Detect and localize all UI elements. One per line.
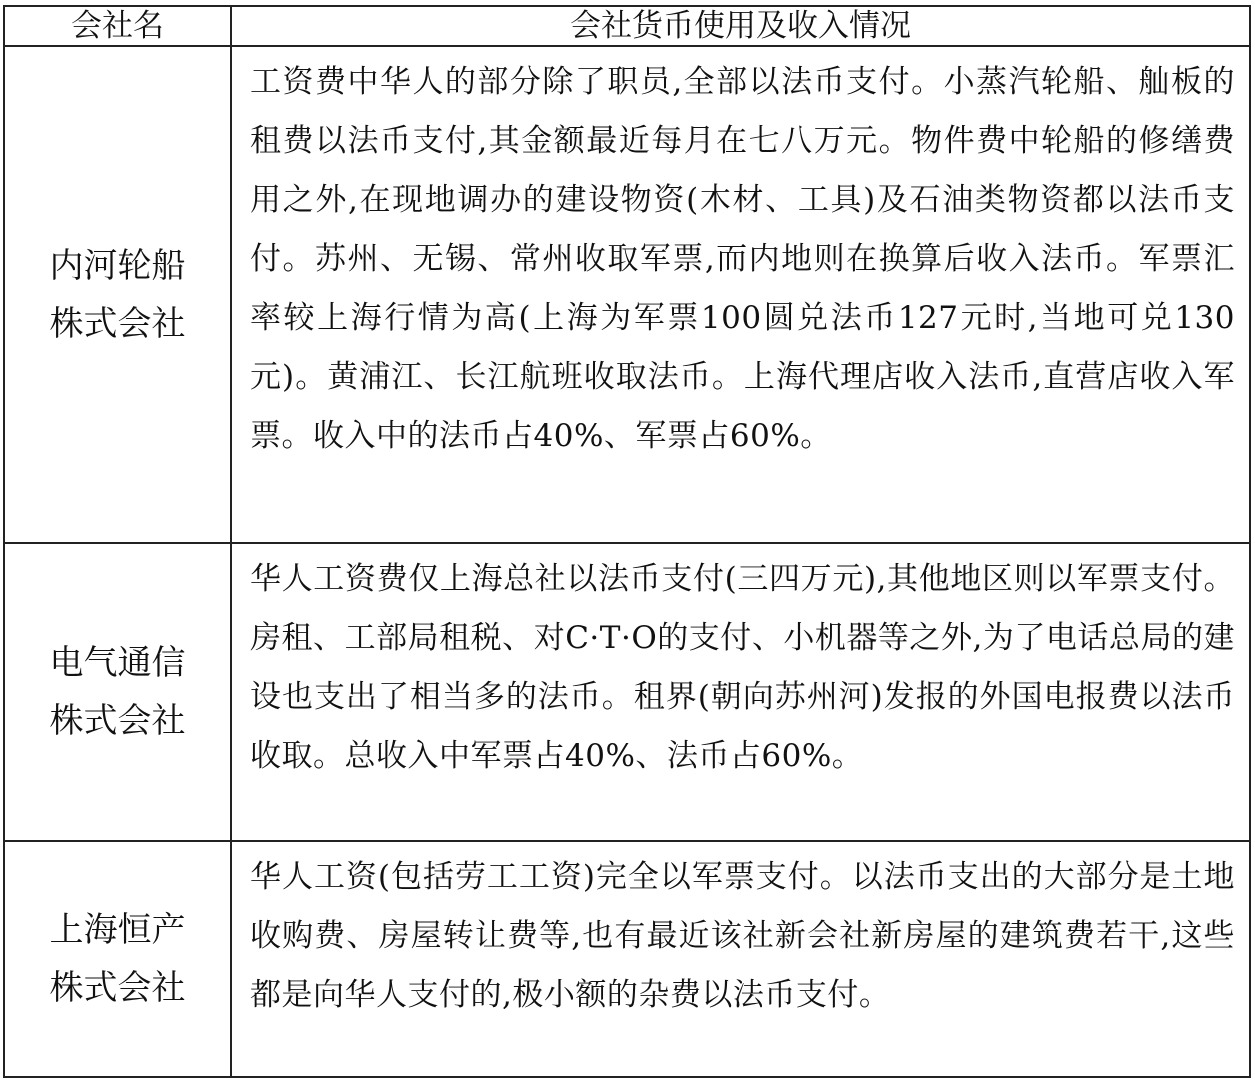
company-name-line: 上海恒产 xyxy=(49,910,186,950)
header-currency-usage: 会社货币使用及收入情况 xyxy=(231,6,1250,46)
currency-description-cell: 华人工资(包括劳工工资)完全以军票支付。以法币支出的大部分是土地收购费、房屋转让费等,也有最近该社新会社新房屋的建筑费若干,这些都是向华人支付的,极小额的杂费以法币支付。 xyxy=(231,841,1250,1077)
table-row xyxy=(4,543,1250,841)
table-row xyxy=(4,841,1250,1077)
currency-description-cell: 工资费中华人的部分除了职员,全部以法币支付。小蒸汽轮船、舢板的租费以法币支付,其金额最近每月在七八万元。物件费中轮船的修缮费用之外,在现地调办的建设物资(木材、工具)及石油类物资都以法币支付。苏州、无锡、常州收取军票,而内地则在换算后收入法币。军票汇率较上海行情为高(上海为军票100圆兑法币127元时,当地可兑130元)。黄浦江、长江航班收取法币。上海代理店收入法币,直营店收入军票。收入中的法币占40%、军票占60%。 xyxy=(231,46,1250,543)
currency-usage-table xyxy=(3,5,1251,1078)
header-company-name: 会社名 xyxy=(4,6,231,46)
company-name-line: 株式会社 xyxy=(49,968,186,1008)
company-name-line: 株式会社 xyxy=(49,701,186,741)
company-name-line: 内河轮船 xyxy=(49,245,186,286)
currency-description-cell: 华人工资费仅上海总社以法币支付(三四万元),其他地区则以军票支付。房租、工部局租税、对C·T·O的支付、小机器等之外,为了电话总局的建设也支出了相当多的法币。租界(朝向苏州河)发报的外国电报费以法币收取。总收入中军票占40%、法币占60%。 xyxy=(231,543,1250,841)
table-row xyxy=(4,46,1250,543)
header-row xyxy=(4,6,1250,46)
company-name-cell xyxy=(4,543,231,841)
company-name-cell xyxy=(4,46,231,543)
company-name-line: 株式会社 xyxy=(49,303,186,344)
company-name-line: 电气通信 xyxy=(49,643,186,683)
company-name-cell xyxy=(4,841,231,1077)
